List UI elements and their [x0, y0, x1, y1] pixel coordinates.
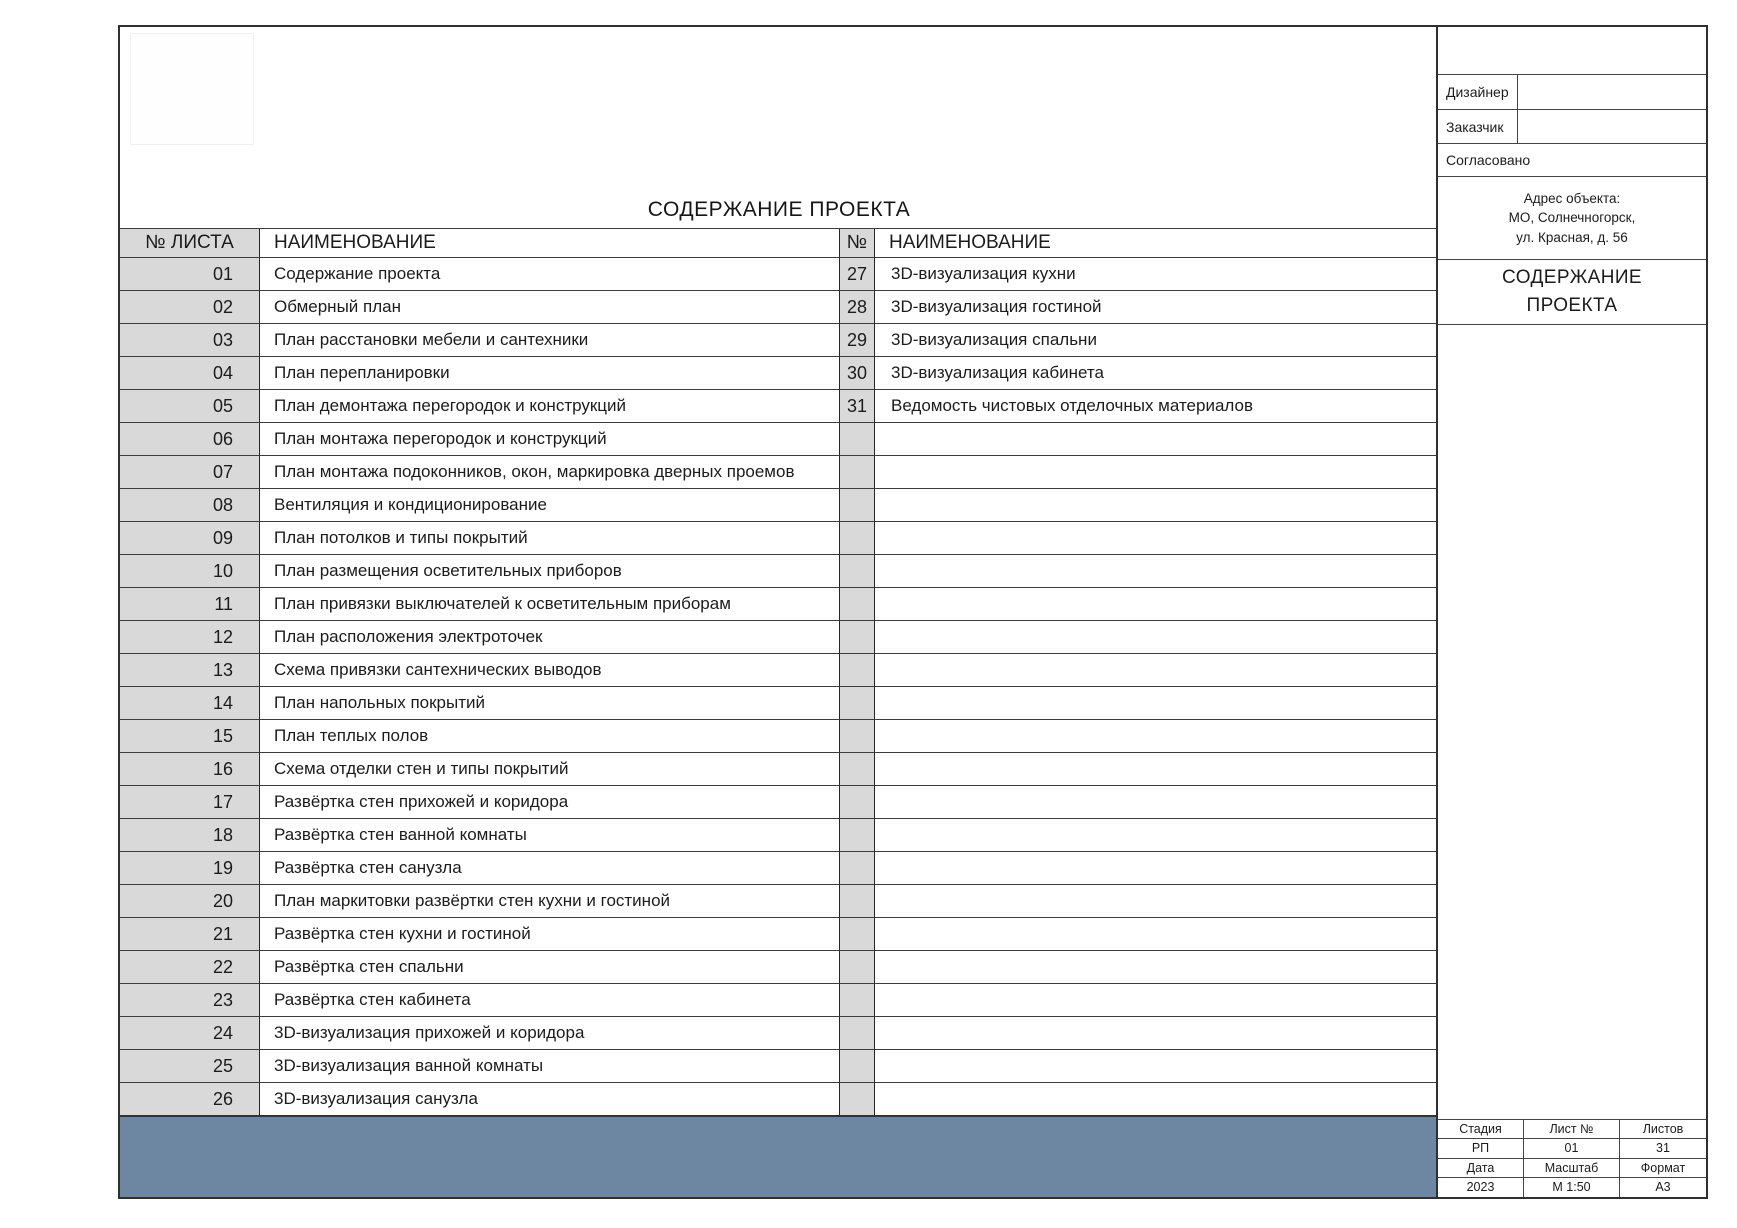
sheet-number-header: № ЛИСТА — [120, 229, 260, 257]
sheet-number-cell — [840, 423, 875, 455]
sheet-number-cell: 10 — [120, 555, 260, 587]
sheet-name-cell: План монтажа перегородок и конструкций — [260, 423, 840, 455]
sheet-number-cell: 20 — [120, 885, 260, 917]
sheet-name-cell: Ведомость чистовых отделочных материалов — [891, 396, 1253, 415]
sheet-name-cell — [875, 588, 1438, 620]
sheet-name-cell: 3D-визуализация кухни — [891, 264, 1076, 283]
sheet-number-cell: 03 — [120, 324, 260, 356]
sheet-name-cell — [875, 522, 1438, 554]
sheet-number-cell: 23 — [120, 984, 260, 1016]
sheet-number-cell: 13 — [120, 654, 260, 686]
sheet-name-cell: Схема отделки стен и типы покрытий — [260, 753, 840, 785]
sheet-number-cell: 16 — [120, 753, 260, 785]
sheet-number-cell — [840, 951, 875, 983]
table-row — [120, 621, 1438, 654]
sheet-number-header: № — [840, 229, 875, 257]
table-row — [120, 786, 1438, 819]
table-row — [120, 324, 1438, 357]
toc-header-row — [120, 228, 1438, 258]
table-row — [120, 1017, 1438, 1050]
sheet-name-cell: План расстановки мебели и сантехники — [260, 324, 840, 356]
logo-placeholder — [130, 33, 254, 145]
table-row — [120, 522, 1438, 555]
sheet-number-cell: 06 — [120, 423, 260, 455]
drawing-sheet — [118, 25, 1708, 1199]
stamp-cell: А3 — [1655, 1180, 1671, 1195]
sheet-name-cell: Развёртка стен санузла — [260, 852, 840, 884]
address-title: Адрес объекта: — [1523, 190, 1621, 206]
sheet-number-cell: 27 — [840, 258, 875, 290]
sheet-name-cell: Развёртка стен кабинета — [260, 984, 840, 1016]
sheet-name-header: НАИМЕНОВАНИЕ — [260, 229, 840, 257]
sheet-name-cell: Схема привязки сантехнических выводов — [260, 654, 840, 686]
sheet-number-cell: 30 — [840, 357, 875, 389]
table-row — [120, 918, 1438, 951]
sheet-name-cell — [875, 654, 1438, 686]
stamp-cell: РП — [1438, 1139, 1524, 1158]
sheet-number-cell: 24 — [120, 1017, 260, 1049]
sheet-name-cell: 3D-визуализация гостиной — [891, 297, 1102, 316]
sheet-number-cell: 25 — [120, 1050, 260, 1082]
sheet-number-cell: 04 — [120, 357, 260, 389]
sheet-name-cell: План размещения осветительных приборов — [260, 555, 840, 587]
sheet-name-cell: Развёртка стен ванной комнаты — [260, 819, 840, 851]
sheet-number-cell: 19 — [120, 852, 260, 884]
sheet-name-cell — [875, 423, 1438, 455]
sheet-number-cell — [840, 588, 875, 620]
designer-value-cell — [1518, 75, 1706, 109]
sheet-name-cell — [875, 984, 1438, 1016]
sheet-name-cell: План потолков и типы покрытий — [260, 522, 840, 554]
table-row — [120, 258, 1438, 291]
stamp-cell: М 1:50 — [1524, 1178, 1620, 1197]
sheet-name-cell — [875, 621, 1438, 653]
sheet-name-cell: План демонтажа перегородок и конструкций — [260, 390, 840, 422]
page-title: СОДЕРЖАНИЕ ПРОЕКТА — [647, 198, 911, 221]
sheet-number-cell — [840, 819, 875, 851]
sheet-number-cell: 07 — [120, 456, 260, 488]
sheet-number-cell — [840, 753, 875, 785]
sheet-name-cell — [875, 885, 1438, 917]
sheet-name-cell — [875, 1017, 1438, 1049]
sidebar-empty-cell — [1438, 27, 1706, 75]
sheet-number-cell — [840, 555, 875, 587]
table-row — [120, 423, 1438, 456]
table-row — [120, 654, 1438, 687]
table-row — [120, 390, 1438, 423]
sidebar-content-title — [1438, 260, 1706, 325]
client-label: Заказчик — [1438, 110, 1518, 143]
sheet-number-cell: 26 — [120, 1083, 260, 1115]
sheet-number-cell: 15 — [120, 720, 260, 752]
sheet-name-cell: 3D-визуализация кабинета — [891, 363, 1104, 382]
sheet-number-cell — [840, 1083, 875, 1115]
table-row — [120, 357, 1438, 390]
sheet-number-cell — [840, 489, 875, 521]
sheet-number-cell — [840, 786, 875, 818]
sheet-number-cell: 09 — [120, 522, 260, 554]
table-row — [120, 885, 1438, 918]
sheet-number-cell: 22 — [120, 951, 260, 983]
table-row — [120, 1050, 1438, 1083]
sheet-number-cell: 08 — [120, 489, 260, 521]
table-row — [120, 555, 1438, 588]
sheet-name-cell: Обмерный план — [260, 291, 840, 323]
title-block-sidebar — [1436, 27, 1706, 1197]
table-row — [120, 720, 1438, 753]
client-value-cell — [1518, 110, 1706, 143]
sheet-name-cell — [875, 555, 1438, 587]
sheet-number-cell: 05 — [120, 390, 260, 422]
sheet-number-cell — [840, 720, 875, 752]
sheet-number-cell — [840, 654, 875, 686]
designer-label: Дизайнер — [1438, 75, 1518, 109]
table-row — [120, 852, 1438, 885]
sheet-number-cell — [840, 1050, 875, 1082]
sheet-number-cell — [840, 885, 875, 917]
stamp-cell: Дата — [1438, 1159, 1524, 1178]
sheet-number-cell — [840, 621, 875, 653]
sheet-number-cell: 02 — [120, 291, 260, 323]
table-row — [120, 1083, 1438, 1116]
table-row — [120, 951, 1438, 984]
sheet-name-cell: 3D-визуализация спальни — [891, 330, 1097, 349]
sheet-number-cell — [840, 687, 875, 719]
stamp-cell: Масштаб — [1524, 1159, 1620, 1178]
stamp-cell: Листов — [1620, 1120, 1706, 1139]
table-row — [120, 456, 1438, 489]
designer-row — [1438, 75, 1706, 110]
stamp-cell: 01 — [1524, 1139, 1620, 1158]
stamp-cell: Стадия — [1438, 1120, 1524, 1139]
approved-label: Согласовано — [1438, 144, 1706, 177]
sheet-name-cell — [875, 687, 1438, 719]
sheet-name-cell — [875, 1050, 1438, 1082]
table-row — [120, 291, 1438, 324]
sheet-number-cell: 17 — [120, 786, 260, 818]
stamp-cell: 2023 — [1438, 1178, 1524, 1197]
sheet-number-cell: 01 — [120, 258, 260, 290]
object-address — [1438, 177, 1706, 260]
sheet-number-cell — [840, 522, 875, 554]
table-row — [120, 819, 1438, 852]
table-row — [120, 588, 1438, 621]
sheet-name-cell — [875, 720, 1438, 752]
sidebar-title-line: СОДЕРЖАНИЕ — [1502, 267, 1642, 289]
sheet-number-cell: 29 — [840, 324, 875, 356]
sheet-number-cell: 14 — [120, 687, 260, 719]
sheet-name-cell: 3D-визуализация санузла — [260, 1083, 840, 1115]
sheet-number-cell: 11 — [120, 588, 260, 620]
sheet-name-cell — [875, 456, 1438, 488]
table-row — [120, 687, 1438, 720]
sheet-name-cell: Вентиляция и кондиционирование — [260, 489, 840, 521]
sheet-name-cell: План привязки выключателей к осветительным приборам — [260, 588, 840, 620]
sheet-number-cell — [840, 918, 875, 950]
sheet-name-cell: Развёртка стен прихожей и коридора — [260, 786, 840, 818]
sheet-name-cell — [875, 918, 1438, 950]
sheet-number-cell — [840, 984, 875, 1016]
sheet-number-cell: 12 — [120, 621, 260, 653]
table-row — [120, 489, 1438, 522]
table-row — [120, 984, 1438, 1017]
sheet-number-cell: 31 — [840, 390, 875, 422]
sheet-name-cell: План перепланировки — [260, 357, 840, 389]
stamp-cell: Лист № — [1524, 1120, 1620, 1139]
stamp-cell: Формат — [1620, 1159, 1706, 1178]
address-line: ул. Красная, д. 56 — [1516, 229, 1628, 245]
sheet-name-cell — [875, 852, 1438, 884]
sheet-number-cell — [840, 1017, 875, 1049]
sheet-number-cell: 28 — [840, 291, 875, 323]
sheet-name-cell: План монтажа подоконников, окон, маркировка дверных проемов — [260, 456, 840, 488]
sheet-name-header: НАИМЕНОВАНИЕ — [889, 232, 1051, 253]
sheet-name-cell: 3D-визуализация ванной комнаты — [260, 1050, 840, 1082]
sheet-name-cell — [875, 951, 1438, 983]
sheet-number-cell — [840, 456, 875, 488]
table-row — [120, 753, 1438, 786]
sheet-name-cell: План расположения электроточек — [260, 621, 840, 653]
sheet-name-cell: План маркитовки развёртки стен кухни и гостиной — [260, 885, 840, 917]
client-row — [1438, 110, 1706, 144]
toc-body — [120, 258, 1438, 1116]
stamp-cell: 31 — [1620, 1139, 1706, 1158]
main-area — [120, 27, 1438, 1197]
sheet-name-cell: План напольных покрытий — [260, 687, 840, 719]
sheet-name-cell: Содержание проекта — [260, 258, 840, 290]
sheet-name-cell: 3D-визуализация прихожей и коридора — [260, 1017, 840, 1049]
sheet-name-cell: Развёртка стен спальни — [260, 951, 840, 983]
sheet-number-cell — [840, 852, 875, 884]
sheet-name-cell — [875, 819, 1438, 851]
sheet-name-cell: Развёртка стен кухни и гостиной — [260, 918, 840, 950]
sheet-number-cell: 18 — [120, 819, 260, 851]
sheet-name-cell — [875, 753, 1438, 785]
sheet-name-cell — [875, 1083, 1438, 1115]
address-line: МО, Солнечногорск, — [1508, 210, 1636, 226]
sheet-name-cell: План теплых полов — [260, 720, 840, 752]
sidebar-title-line: ПРОЕКТА — [1526, 295, 1618, 316]
sheet-number-cell: 21 — [120, 918, 260, 950]
toc-table — [120, 228, 1438, 1116]
accent-bar — [120, 1115, 1438, 1197]
sheet-name-cell — [875, 489, 1438, 521]
stamp-table — [1438, 1120, 1706, 1197]
sidebar-empty-cell — [1438, 325, 1706, 1120]
sheet-name-cell — [875, 786, 1438, 818]
